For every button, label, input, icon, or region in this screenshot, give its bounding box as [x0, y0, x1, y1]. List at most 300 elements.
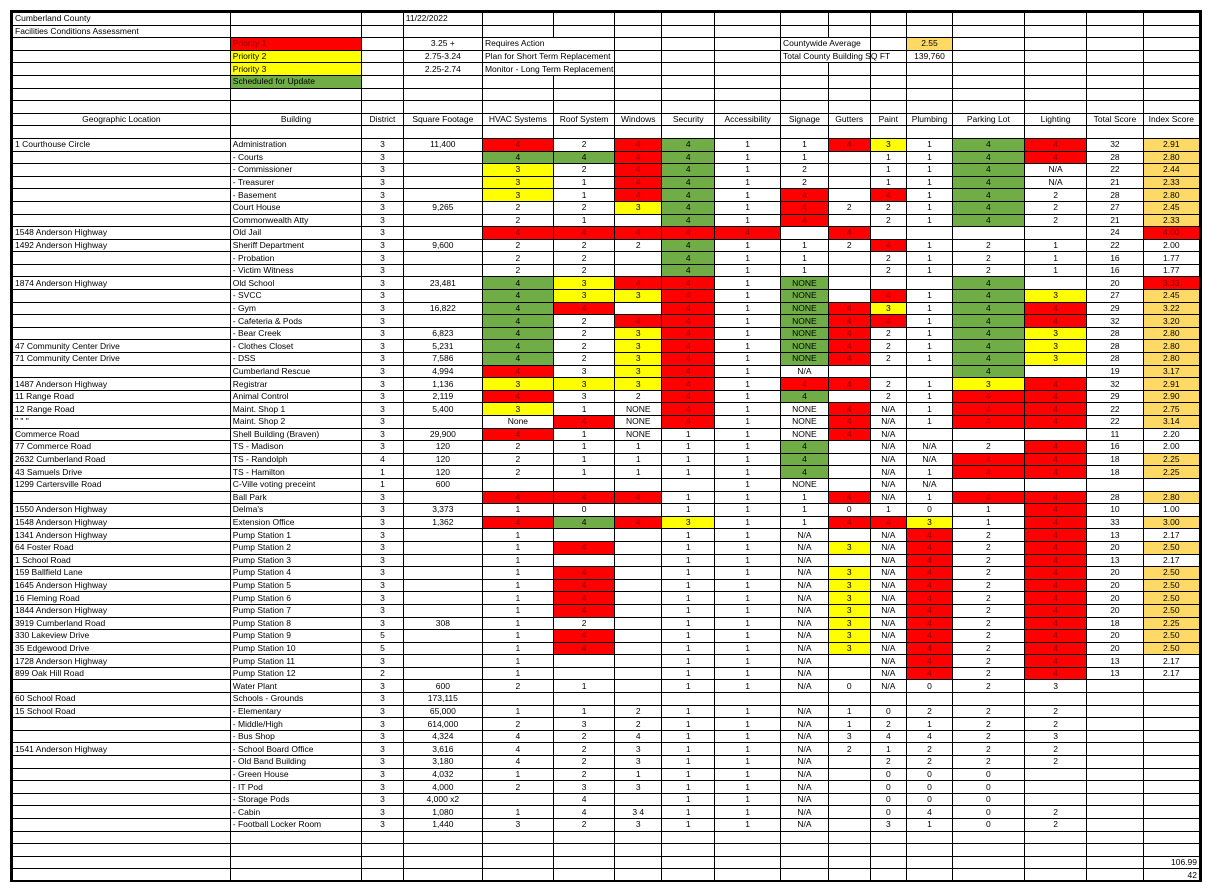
cell-square-footage — [403, 164, 482, 177]
cell-hvac: 1 — [482, 592, 553, 605]
cell-building: - Gym — [230, 302, 361, 315]
cell-signage: N/A — [780, 604, 828, 617]
cell-hvac: 4 — [482, 353, 553, 366]
cell-square-footage — [403, 264, 482, 277]
cell-hvac: 1 — [482, 768, 553, 781]
cell-square-footage — [403, 252, 482, 265]
cell-district: 3 — [362, 302, 404, 315]
table-row — [13, 453, 1200, 466]
cell-security: 1 — [662, 806, 715, 819]
cell-index-score — [1143, 478, 1199, 491]
cell-roof: 2 — [553, 617, 614, 630]
table-row — [13, 441, 1200, 454]
cell-square-footage: 120 — [403, 453, 482, 466]
cell-total-score: 10 — [1087, 504, 1143, 517]
cell-location: 1492 Anderson Highway — [13, 239, 231, 252]
table-row — [13, 554, 1200, 567]
cell-paint: 2 — [870, 378, 906, 391]
cell-building: - Cafeteria & Pods — [230, 315, 361, 328]
cell-security: 1 — [662, 567, 715, 580]
cell-security: 1 — [662, 579, 715, 592]
cell-location — [13, 365, 231, 378]
cell-lighting — [1024, 277, 1087, 290]
cell-roof: 2 — [553, 730, 614, 743]
table-row — [13, 630, 1200, 643]
cell-security: 4 — [662, 239, 715, 252]
cell-plumbing: 1 — [907, 327, 953, 340]
cell-location: 2632 Cumberland Road — [13, 453, 231, 466]
cell-hvac: 4 — [482, 227, 553, 240]
cell-windows: 1 — [615, 441, 662, 454]
table-row — [13, 227, 1200, 240]
cell-location: 899 Oak Hill Road — [13, 667, 231, 680]
cell-index-score: 2.50 — [1143, 567, 1199, 580]
cell-index-score: 2.45 — [1143, 290, 1199, 303]
cell-accessibility: 1 — [715, 768, 781, 781]
cell-parking-lot: 0 — [952, 768, 1024, 781]
cell-building: Schools - Grounds — [230, 693, 361, 706]
cell-security: 1 — [662, 441, 715, 454]
cell-signage: 4 — [780, 441, 828, 454]
cell-roof: 0 — [553, 504, 614, 517]
cell-building: - Probation — [230, 252, 361, 265]
cell-hvac: 3 — [482, 378, 553, 391]
cell-location: 330 Lakeview Drive — [13, 630, 231, 643]
cell-roof: 2 — [553, 768, 614, 781]
cell-gutters — [828, 667, 870, 680]
cell-roof: 1 — [553, 176, 614, 189]
cell-building: Pump Station 11 — [230, 655, 361, 668]
cell-gutters — [828, 453, 870, 466]
cell-accessibility: 1 — [715, 378, 781, 391]
table-row — [13, 567, 1200, 580]
cell-security: 4 — [662, 353, 715, 366]
cell-roof: 4 — [553, 630, 614, 643]
cell-district: 3 — [362, 428, 404, 441]
cell-hvac — [482, 478, 553, 491]
table-row — [13, 617, 1200, 630]
cell-lighting: 1 — [1024, 239, 1087, 252]
cell-windows: 4 — [615, 315, 662, 328]
cell-parking-lot: 0 — [952, 793, 1024, 806]
cell-gutters: 4 — [828, 327, 870, 340]
cell-index-score: 2.00 — [1143, 239, 1199, 252]
cell-parking-lot: 4 — [952, 164, 1024, 177]
cell-parking-lot: 4 — [952, 277, 1024, 290]
cell-parking-lot: 4 — [952, 340, 1024, 353]
cell-location: 11 Range Road — [13, 390, 231, 403]
cell-square-footage: 9,265 — [403, 201, 482, 214]
cell-lighting: 4 — [1024, 151, 1087, 164]
cell-lighting: N/A — [1024, 164, 1087, 177]
cell-building: Ball Park — [230, 491, 361, 504]
cell-windows: 4 — [615, 164, 662, 177]
cell-plumbing: 1 — [907, 378, 953, 391]
cell-square-footage: 600 — [403, 680, 482, 693]
legend-action-1: Requires Action — [482, 38, 614, 51]
cell-paint: 1 — [870, 176, 906, 189]
cell-district: 3 — [362, 693, 404, 706]
cell-square-footage: 23,481 — [403, 277, 482, 290]
cell-index-score: 2.50 — [1143, 604, 1199, 617]
cell-windows — [615, 214, 662, 227]
legend-priority-3: Priority 3 — [230, 63, 361, 76]
cell-gutters — [828, 277, 870, 290]
cell-total-score: 13 — [1087, 655, 1143, 668]
cell-index-score: 2.80 — [1143, 189, 1199, 202]
column-header: Total Score — [1087, 113, 1143, 126]
cell-plumbing: 2 — [907, 743, 953, 756]
cell-roof: 4 — [553, 806, 614, 819]
cell-security: 1 — [662, 554, 715, 567]
cell-windows: 4 — [615, 730, 662, 743]
total-sqft-label: Total County Building SQ FT — [780, 50, 870, 63]
cell-total-score: 16 — [1087, 252, 1143, 265]
table-row — [13, 667, 1200, 680]
cell-security — [662, 693, 715, 706]
cell-square-footage — [403, 667, 482, 680]
cell-total-score: 32 — [1087, 138, 1143, 151]
cell-paint: 1 — [870, 164, 906, 177]
cell-security: 4 — [662, 252, 715, 265]
cell-roof: 2 — [553, 164, 614, 177]
cell-square-footage: 1,080 — [403, 806, 482, 819]
cell-square-footage — [403, 416, 482, 429]
cell-parking-lot: 2 — [952, 239, 1024, 252]
cell-paint: N/A — [870, 617, 906, 630]
cell-accessibility: 1 — [715, 365, 781, 378]
cell-total-score: 29 — [1087, 390, 1143, 403]
cell-district: 3 — [362, 189, 404, 202]
table-row — [13, 164, 1200, 177]
cell-security: 4 — [662, 403, 715, 416]
cell-parking-lot: 2 — [952, 743, 1024, 756]
cell-gutters — [828, 466, 870, 479]
cell-index-score: 2.25 — [1143, 453, 1199, 466]
cell-signage: 4 — [780, 453, 828, 466]
cell-location: 1728 Anderson Highway — [13, 655, 231, 668]
footer-row-total — [13, 856, 1200, 869]
cell-paint: 2 — [870, 718, 906, 731]
cell-signage: N/A — [780, 718, 828, 731]
table-row — [13, 806, 1200, 819]
cell-district: 3 — [362, 504, 404, 517]
cell-accessibility: 1 — [715, 353, 781, 366]
cell-location — [13, 264, 231, 277]
cell-gutters — [828, 819, 870, 832]
cell-lighting — [1024, 365, 1087, 378]
cell-roof: 3 — [553, 718, 614, 731]
cell-accessibility: 1 — [715, 667, 781, 680]
cell-square-footage: 4,324 — [403, 730, 482, 743]
cell-plumbing: 2 — [907, 705, 953, 718]
cell-accessibility: 1 — [715, 617, 781, 630]
cell-district: 3 — [362, 340, 404, 353]
column-header: Index Score — [1143, 113, 1199, 126]
cell-lighting: 2 — [1024, 743, 1087, 756]
cell-security: 1 — [662, 466, 715, 479]
cell-building: TS - Madison — [230, 441, 361, 454]
cell-paint: 4 — [870, 516, 906, 529]
cell-square-footage: 600 — [403, 478, 482, 491]
cell-total-score: 18 — [1087, 466, 1143, 479]
cell-district: 3 — [362, 239, 404, 252]
cell-square-footage — [403, 579, 482, 592]
cell-windows — [615, 655, 662, 668]
cell-hvac: 1 — [482, 504, 553, 517]
cell-gutters — [828, 806, 870, 819]
cell-security: 1 — [662, 630, 715, 643]
cell-plumbing: 0 — [907, 793, 953, 806]
cell-district: 3 — [362, 655, 404, 668]
column-header: District — [362, 113, 404, 126]
cell-location: " " " — [13, 416, 231, 429]
cell-location — [13, 806, 231, 819]
spacer-row — [13, 126, 1200, 139]
cell-signage: N/A — [780, 781, 828, 794]
cell-plumbing: N/A — [907, 478, 953, 491]
cell-parking-lot: 0 — [952, 819, 1024, 832]
cell-district: 3 — [362, 264, 404, 277]
cell-gutters — [828, 252, 870, 265]
cell-location — [13, 214, 231, 227]
cell-accessibility: 1 — [715, 529, 781, 542]
cell-paint: N/A — [870, 403, 906, 416]
cell-district: 3 — [362, 441, 404, 454]
cell-windows — [615, 554, 662, 567]
cell-building: - DSS — [230, 353, 361, 366]
cell-index-score: 2.90 — [1143, 390, 1199, 403]
cell-hvac: 1 — [482, 806, 553, 819]
cell-index-score: 2.33 — [1143, 214, 1199, 227]
cell-windows: NONE — [615, 416, 662, 429]
table-row — [13, 478, 1200, 491]
cell-roof: 2 — [553, 264, 614, 277]
cell-total-score: 20 — [1087, 604, 1143, 617]
cell-paint: 4 — [870, 290, 906, 303]
cell-building: Pump Station 2 — [230, 541, 361, 554]
cell-square-footage — [403, 491, 482, 504]
cell-index-score: 2.91 — [1143, 138, 1199, 151]
cell-roof: 2 — [553, 327, 614, 340]
cell-paint: N/A — [870, 592, 906, 605]
cell-square-footage: 120 — [403, 441, 482, 454]
cell-total-score: 20 — [1087, 630, 1143, 643]
cell-hvac: 4 — [482, 516, 553, 529]
cell-location — [13, 164, 231, 177]
cell-district: 3 — [362, 718, 404, 731]
cell-lighting: 2 — [1024, 806, 1087, 819]
cell-parking-lot: 4 — [952, 151, 1024, 164]
cell-parking-lot: 0 — [952, 781, 1024, 794]
cell-parking-lot: 2 — [952, 441, 1024, 454]
cell-lighting: 4 — [1024, 453, 1087, 466]
cell-building: Pump Station 9 — [230, 630, 361, 643]
cell-roof: 3 — [553, 290, 614, 303]
cell-building: Pump Station 12 — [230, 667, 361, 680]
cell-building: TS - Randolph — [230, 453, 361, 466]
cell-building: Water Plant — [230, 680, 361, 693]
cell-security: 4 — [662, 340, 715, 353]
cell-plumbing: 2 — [907, 756, 953, 769]
cell-district: 3 — [362, 617, 404, 630]
cell-plumbing: 1 — [907, 264, 953, 277]
legend-row-priority-3 — [13, 63, 1200, 76]
cell-total-score: 19 — [1087, 365, 1143, 378]
table-row — [13, 340, 1200, 353]
cell-plumbing: 3 — [907, 516, 953, 529]
cell-lighting: 2 — [1024, 214, 1087, 227]
cell-roof: 4 — [553, 416, 614, 429]
cell-location — [13, 718, 231, 731]
table-row — [13, 466, 1200, 479]
cell-total-score: 20 — [1087, 642, 1143, 655]
cell-plumbing: 4 — [907, 604, 953, 617]
column-header: Plumbing — [907, 113, 953, 126]
column-header: Building — [230, 113, 361, 126]
legend-row-scheduled — [13, 75, 1200, 88]
cell-security: 1 — [662, 541, 715, 554]
cell-roof: 4 — [553, 227, 614, 240]
cell-signage: 1 — [780, 138, 828, 151]
report-date: 11/22/2022 — [403, 13, 482, 26]
cell-signage: 2 — [780, 176, 828, 189]
cell-index-score: 3.20 — [1143, 315, 1199, 328]
cell-windows: NONE — [615, 428, 662, 441]
cell-security: 4 — [662, 214, 715, 227]
cell-hvac: 2 — [482, 781, 553, 794]
cell-hvac: 2 — [482, 264, 553, 277]
cell-district: 3 — [362, 176, 404, 189]
cell-windows: 3 — [615, 353, 662, 366]
cell-signage — [780, 693, 828, 706]
cell-index-score: 1.77 — [1143, 264, 1199, 277]
countywide-average-value: 2.55 — [907, 38, 953, 51]
cell-lighting — [1024, 428, 1087, 441]
cell-parking-lot: 4 — [952, 315, 1024, 328]
cell-signage: NONE — [780, 277, 828, 290]
cell-plumbing: 4 — [907, 655, 953, 668]
cell-plumbing: 1 — [907, 718, 953, 731]
cell-plumbing: 1 — [907, 416, 953, 429]
cell-hvac: 3 — [482, 176, 553, 189]
cell-accessibility: 1 — [715, 428, 781, 441]
cell-district: 4 — [362, 453, 404, 466]
cell-plumbing: 1 — [907, 239, 953, 252]
cell-accessibility: 1 — [715, 680, 781, 693]
cell-paint: 2 — [870, 390, 906, 403]
cell-hvac: 4 — [482, 138, 553, 151]
cell-signage: N/A — [780, 806, 828, 819]
cell-roof: 2 — [553, 756, 614, 769]
cell-total-score: 16 — [1087, 441, 1143, 454]
cell-roof — [553, 478, 614, 491]
cell-windows: 4 — [615, 227, 662, 240]
cell-index-score: 2.75 — [1143, 403, 1199, 416]
cell-signage: N/A — [780, 793, 828, 806]
cell-gutters — [828, 390, 870, 403]
cell-roof: 1 — [553, 189, 614, 202]
cell-plumbing: 1 — [907, 164, 953, 177]
cell-total-score: 28 — [1087, 189, 1143, 202]
cell-accessibility: 1 — [715, 164, 781, 177]
cell-parking-lot: 1 — [952, 516, 1024, 529]
cell-security: 1 — [662, 604, 715, 617]
cell-accessibility: 1 — [715, 151, 781, 164]
cell-parking-lot: 2 — [952, 252, 1024, 265]
cell-building: Old School — [230, 277, 361, 290]
cell-gutters: 4 — [828, 315, 870, 328]
cell-accessibility: 1 — [715, 630, 781, 643]
cell-square-footage — [403, 541, 482, 554]
cell-parking-lot: 2 — [952, 604, 1024, 617]
cell-parking-lot: 4 — [952, 201, 1024, 214]
cell-hvac: 4 — [482, 491, 553, 504]
cell-square-footage: 9,600 — [403, 239, 482, 252]
cell-total-score — [1087, 743, 1143, 756]
cell-location: 1844 Anderson Highway — [13, 604, 231, 617]
cell-gutters — [828, 655, 870, 668]
cell-total-score: 13 — [1087, 529, 1143, 542]
cell-total-score — [1087, 478, 1143, 491]
cell-windows: 4 — [615, 491, 662, 504]
cell-hvac: 2 — [482, 441, 553, 454]
cell-gutters — [828, 781, 870, 794]
cell-hvac: 1 — [482, 705, 553, 718]
cell-windows: 3 — [615, 756, 662, 769]
cell-windows — [615, 302, 662, 315]
cell-accessibility: 1 — [715, 441, 781, 454]
cell-accessibility: 1 — [715, 327, 781, 340]
cell-paint — [870, 365, 906, 378]
cell-building: Court House — [230, 201, 361, 214]
cell-roof — [553, 693, 614, 706]
cell-square-footage: 308 — [403, 617, 482, 630]
cell-windows — [615, 617, 662, 630]
cell-security: 1 — [662, 730, 715, 743]
cell-paint: 3 — [870, 819, 906, 832]
cell-building: - Bus Shop — [230, 730, 361, 743]
cell-paint — [870, 227, 906, 240]
cell-paint: 1 — [870, 151, 906, 164]
cell-paint: N/A — [870, 579, 906, 592]
table-row — [13, 516, 1200, 529]
cell-gutters — [828, 189, 870, 202]
cell-total-score: 13 — [1087, 554, 1143, 567]
cell-lighting: 2 — [1024, 201, 1087, 214]
cell-total-score: 29 — [1087, 302, 1143, 315]
cell-building: Maint. Shop 1 — [230, 403, 361, 416]
cell-accessibility: 1 — [715, 478, 781, 491]
cell-square-footage: 4,032 — [403, 768, 482, 781]
cell-hvac: 4 — [482, 428, 553, 441]
cell-signage: 1 — [780, 516, 828, 529]
cell-windows: 3 — [615, 781, 662, 794]
cell-total-score — [1087, 781, 1143, 794]
cell-square-footage: 4,994 — [403, 365, 482, 378]
cell-district: 3 — [362, 819, 404, 832]
cell-lighting: 2 — [1024, 718, 1087, 731]
cell-district: 3 — [362, 327, 404, 340]
cell-index-score — [1143, 793, 1199, 806]
cell-building: Animal Control — [230, 390, 361, 403]
column-header: HVAC Systems — [482, 113, 553, 126]
cell-square-footage: 3,180 — [403, 756, 482, 769]
cell-district: 3 — [362, 516, 404, 529]
cell-parking-lot — [952, 428, 1024, 441]
cell-gutters: 3 — [828, 567, 870, 580]
cell-square-footage: 2,119 — [403, 390, 482, 403]
